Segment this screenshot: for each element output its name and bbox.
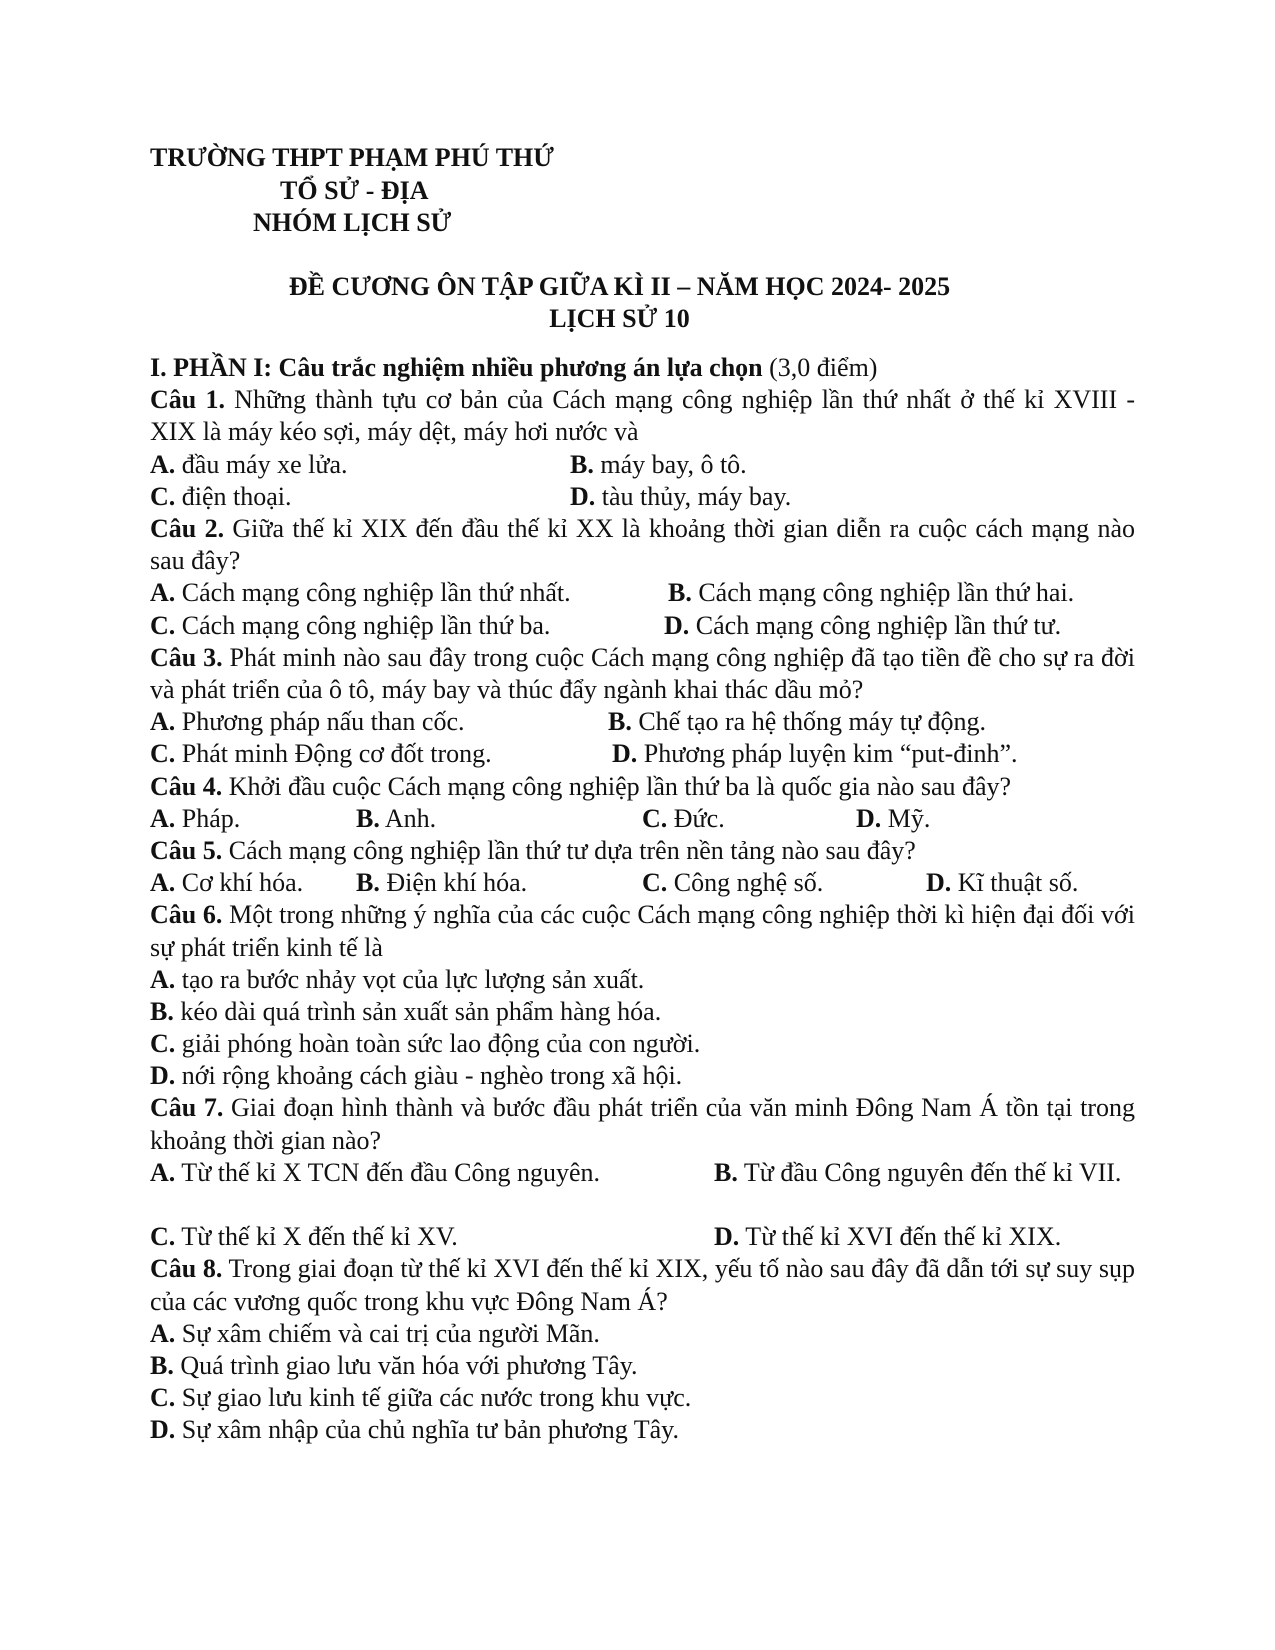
option-a: A. Pháp. bbox=[150, 803, 241, 833]
option-c: C. Công nghệ số. bbox=[642, 868, 824, 898]
section-points: (3,0 điểm) bbox=[762, 353, 878, 382]
option-a: A. đầu máy xe lửa. bbox=[150, 449, 348, 479]
option-b: B. Cách mạng công nghiệp lần thứ hai. bbox=[668, 578, 1075, 608]
department-name: TỔ SỬ - ĐỊA bbox=[280, 176, 429, 205]
options-row bbox=[150, 577, 1135, 609]
option-b: B. máy bay, ô tô. bbox=[570, 449, 747, 479]
option-b: B. Quá trình giao lưu văn hóa với phương Tây. bbox=[150, 1351, 638, 1381]
option-d: D. Từ thế kỉ XVI đến thế kỉ XIX. bbox=[714, 1222, 1062, 1252]
option-a: A. Sự xâm chiếm và cai trị của người Mãn. bbox=[150, 1318, 600, 1348]
question-3 bbox=[150, 642, 1135, 706]
question-7 bbox=[150, 1092, 1135, 1156]
option-c: C. Đức. bbox=[642, 803, 725, 833]
option-a: A. Phương pháp nấu than cốc. bbox=[150, 707, 465, 737]
question-number: Câu 4. bbox=[150, 771, 223, 801]
option-c: C. điện thoại. bbox=[150, 481, 292, 511]
section-label: I. PHẦN I: Câu trắc nghiệm nhiều phương án lựa chọn bbox=[150, 353, 763, 382]
group-name: NHÓM LỊCH SỬ bbox=[253, 208, 452, 237]
subject-title: LỊCH SỬ 10 bbox=[549, 304, 690, 333]
question-number: Câu 6. bbox=[150, 900, 223, 930]
option-c: C. Cách mạng công nghiệp lần thứ ba. bbox=[150, 610, 551, 640]
option-d: D. Sự xâm nhập của chủ nghĩa tư bản phương Tây. bbox=[150, 1415, 679, 1445]
option-b: B. Từ đầu Công nguyên đến thế kỉ VII. bbox=[714, 1157, 1122, 1187]
question-number: Câu 3. bbox=[150, 642, 223, 672]
question-text: Trong giai đoạn từ thế kỉ XVI đến thế kỉ XIX, yếu tố nào sau đây đã dẫn tới sự suy sụp của các vương quốc trong khu vực Đông Nam Á? bbox=[150, 1254, 1135, 1316]
options-row bbox=[150, 481, 1135, 513]
options-row bbox=[150, 738, 1135, 770]
options-row bbox=[150, 610, 1135, 642]
options-row bbox=[150, 803, 1135, 835]
document-body bbox=[150, 352, 1135, 1447]
option-d: D. Mỹ. bbox=[856, 803, 931, 833]
option-c: C. Sự giao lưu kinh tế giữa các nước trong khu vực. bbox=[150, 1383, 692, 1413]
option-b: B. kéo dài quá trình sản xuất sản phẩm hàng hóa. bbox=[150, 996, 662, 1026]
option-a: A. Cách mạng công nghiệp lần thứ nhất. bbox=[150, 578, 571, 608]
option-a: A. Cơ khí hóa. bbox=[150, 868, 304, 898]
section-heading bbox=[150, 352, 1135, 384]
question-text: Khởi đầu cuộc Cách mạng công nghiệp lần thứ ba là quốc gia nào sau đây? bbox=[222, 771, 1012, 801]
option-d: D. Phương pháp luyện kim “put-đinh”. bbox=[612, 739, 1018, 769]
question-number: Câu 1. bbox=[150, 385, 225, 415]
question-number: Câu 5. bbox=[150, 835, 223, 865]
school-name: TRƯỜNG THPT PHẠM PHÚ THỨ bbox=[150, 143, 554, 172]
options-row bbox=[150, 449, 1135, 481]
options-row bbox=[150, 1157, 1135, 1221]
question-text: Giữa thế kỉ XIX đến đầu thế kỉ XX là khoảng thời gian diễn ra cuộc cách mạng nào sau đây? bbox=[150, 513, 1135, 576]
question-text: Cách mạng công nghiệp lần thứ tư dựa trên nền tảng nào sau đây? bbox=[222, 835, 916, 865]
question-5 bbox=[150, 835, 1135, 867]
option-d: D. Cách mạng công nghiệp lần thứ tư. bbox=[664, 610, 1062, 640]
question-number: Câu 2. bbox=[150, 513, 225, 543]
options-row bbox=[150, 1221, 1135, 1253]
question-1 bbox=[150, 384, 1135, 448]
question-text: Một trong những ý nghĩa của các cuộc Cách mạng công nghiệp thời kì hiện đại đối với sự phát triển kinh tế là bbox=[150, 900, 1135, 962]
option-a: A. Từ thế kỉ X TCN đến đầu Công nguyên. bbox=[150, 1157, 601, 1187]
document-title: ĐỀ CƯƠNG ÔN TẬP GIỮA KÌ II – NĂM HỌC 2024- 2025 bbox=[288, 272, 951, 301]
option-d: D. tàu thủy, máy bay. bbox=[570, 481, 792, 511]
options-row bbox=[150, 867, 1135, 899]
option-b: B. Chế tạo ra hệ thống máy tự động. bbox=[608, 707, 987, 737]
question-text: Giai đoạn hình thành và bước đầu phát triển của văn minh Đông Nam Á tồn tại trong khoảng thời gian nào? bbox=[150, 1093, 1135, 1155]
option-d: D. Kĩ thuật số. bbox=[926, 868, 1079, 898]
question-8 bbox=[150, 1253, 1135, 1317]
question-4 bbox=[150, 771, 1135, 803]
question-text: Những thành tựu cơ bản của Cách mạng công nghiệp lần thứ nhất ở thế kỉ XVIII - XIX là máy kéo sợi, máy dệt, máy hơi nước và bbox=[150, 385, 1135, 447]
question-6 bbox=[150, 899, 1135, 963]
option-c: C. giải phóng hoàn toàn sức lao động của con người. bbox=[150, 1029, 701, 1059]
option-c: C. Phát minh Động cơ đốt trong. bbox=[150, 739, 492, 769]
question-text: Phát minh nào sau đây trong cuộc Cách mạng công nghiệp đã tạo tiền đề cho sự ra đời và phát triển của ô tô, máy bay và thúc đẩy ngành khai thác dầu mỏ? bbox=[150, 642, 1135, 704]
option-b: B. Anh. bbox=[356, 803, 437, 833]
question-2 bbox=[150, 513, 1135, 577]
option-c: C. Từ thế kỉ X đến thế kỉ XV. bbox=[150, 1222, 458, 1252]
question-number: Câu 7. bbox=[150, 1093, 224, 1123]
option-a: A. tạo ra bước nhảy vọt của lực lượng sản xuất. bbox=[150, 964, 645, 994]
option-d: D. nới rộng khoảng cách giàu - nghèo trong xã hội. bbox=[150, 1061, 683, 1091]
option-b: B. Điện khí hóa. bbox=[356, 868, 528, 898]
question-number: Câu 8. bbox=[150, 1254, 223, 1284]
options-row bbox=[150, 706, 1135, 738]
